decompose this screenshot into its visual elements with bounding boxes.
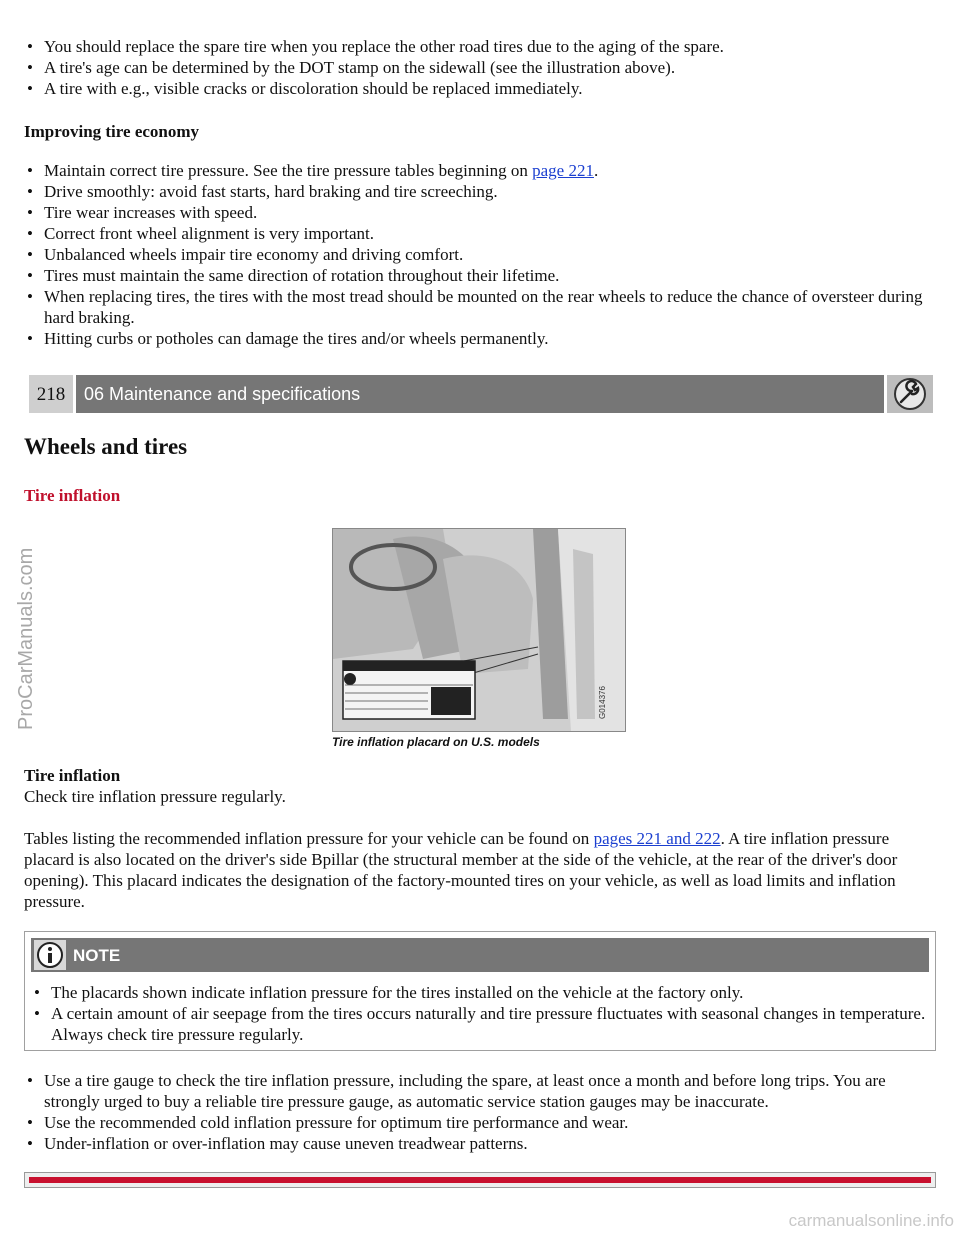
- footer-watermark: carmanualsonline.info: [788, 1211, 954, 1230]
- list-item: • When replacing tires, the tires with the most tread should be mounted on the rear wheels to reduce the chance of oversteer during hard braking.: [24, 286, 936, 328]
- page-title: Wheels and tires: [24, 434, 188, 459]
- page-number: 218: [29, 375, 73, 413]
- side-watermark: ProCarManuals.com: [15, 547, 37, 730]
- list-item: • A tire with e.g., visible cracks or discoloration should be replaced immediately.: [24, 78, 936, 99]
- info-icon: [34, 940, 66, 975]
- note-label: NOTE: [73, 946, 121, 965]
- list-item: • Under-inflation or over-inflation may cause uneven treadwear patterns.: [24, 1133, 936, 1154]
- paragraph-text: Tables listing the recommended inflation pressure for your vehicle can be found on: [24, 829, 594, 848]
- inflation-heading: Tire inflation: [24, 766, 121, 785]
- wrench-icon: [887, 375, 933, 413]
- tire-placard-illustration: [332, 528, 626, 732]
- pages-221-222-link[interactable]: pages 221 and 222: [593, 829, 721, 848]
- section-header-bar: [29, 375, 933, 413]
- list-item: • A certain amount of air seepage from the tires occurs naturally and tire pressure fluctuates with seasonal changes in temperature. Always check tire pressure regularly.: [31, 1003, 927, 1045]
- list-item: • Correct front wheel alignment is very important.: [24, 223, 936, 244]
- note-list: [31, 982, 927, 1045]
- spare-tire-list: [24, 36, 936, 99]
- page-221-link[interactable]: page 221: [532, 161, 594, 180]
- section-title: 06 Maintenance and specifications: [76, 375, 884, 413]
- list-item: • Drive smoothly: avoid fast starts, hard braking and tire screeching.: [24, 181, 936, 202]
- list-item: • The placards shown indicate inflation pressure for the tires installed on the vehicle at the factory only.: [31, 982, 927, 1003]
- list-item: [24, 160, 936, 181]
- list-item: • Tires must maintain the same direction of rotation throughout their lifetime.: [24, 265, 936, 286]
- list-item: • Use the recommended cold inflation pressure for optimum tire performance and wear.: [24, 1112, 936, 1133]
- section-subtitle: Tire inflation: [24, 486, 121, 505]
- list-item: • Tire wear increases with speed.: [24, 202, 936, 223]
- footer-divider-stripe: [29, 1177, 931, 1183]
- note-box: [24, 931, 936, 1051]
- inflation-tips: [24, 1070, 936, 1154]
- list-item-text: .: [593, 161, 599, 180]
- inflation-paragraph: [24, 828, 936, 912]
- figure-code: G014376: [598, 686, 607, 719]
- figure-caption: Tire inflation placard on U.S. models: [332, 735, 540, 749]
- economy-heading: Improving tire economy: [24, 122, 200, 141]
- list-item-text: Maintain correct tire pressure. See the tire pressure tables beginning on: [44, 161, 533, 180]
- list-item: • Unbalanced wheels impair tire economy and driving comfort.: [24, 244, 936, 265]
- list-item: • Hitting curbs or potholes can damage the tires and/or wheels permanently.: [24, 328, 936, 349]
- inflation-paragraph: Check tire inflation pressure regularly.: [24, 787, 286, 806]
- list-item: • A tire's age can be determined by the DOT stamp on the sidewall (see the illustration above).: [24, 57, 936, 78]
- inflation-tips-list: [24, 1070, 936, 1154]
- footer-divider: [24, 1172, 936, 1188]
- list-item: • You should replace the spare tire when you replace the other road tires due to the aging of the spare.: [24, 36, 936, 57]
- paragraph-text: . A tire inflation pressure placard is also located on the driver's side Bpillar (the structural member at the side of the vehicle, at the rear of the driver's door opening). This placard indicates the designation of the factory-mounted tires on your vehicle, as well as load limits and inflation pressure.: [24, 829, 898, 911]
- economy-list: [24, 160, 936, 349]
- inflation-section: [24, 765, 936, 912]
- list-item: • Use a tire gauge to check the tire inflation pressure, including the spare, at least once a month and before long trips. You are strongly urged to buy a reliable tire pressure gauge, as automatic service station gauges may be inaccurate.: [24, 1070, 936, 1112]
- page-body: [24, 36, 936, 349]
- note-header: [31, 938, 929, 972]
